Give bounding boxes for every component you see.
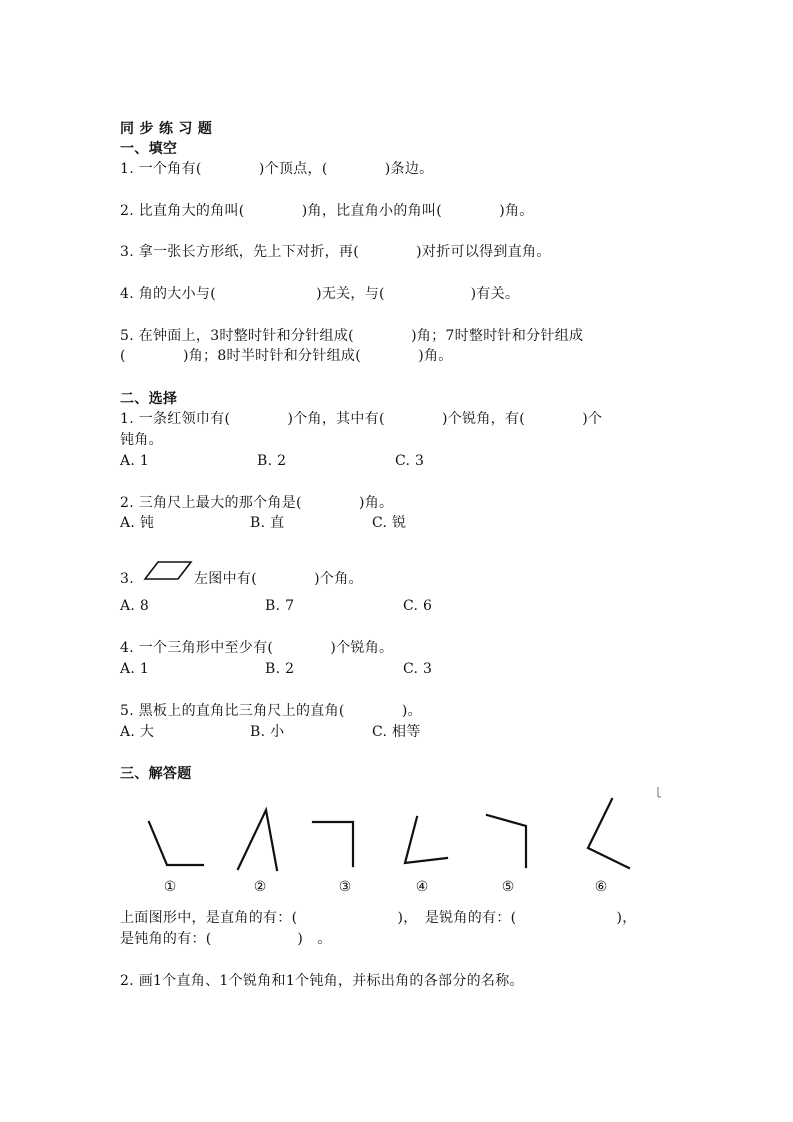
- question-3-1-line1: 上面图形中，是直角的有：( )， 是锐角的有：( )，: [120, 910, 637, 926]
- section-heading-fill-blank: 一、填空: [120, 141, 178, 157]
- question-1-2: 2. 比直角大的角叫( )角，比直角小的角叫( )角。: [120, 203, 534, 219]
- question-2-3-number: 3.: [120, 571, 134, 587]
- figure-label-3: ③: [338, 879, 352, 895]
- question-2-1-line2: 钝角。: [120, 432, 163, 448]
- option-2-2-c: C. 锐: [372, 515, 407, 531]
- question-1-5-line1: 5. 在钟面上，3时整时针和分针组成( )角；7时整时针和分针组成: [120, 328, 584, 344]
- figure-label-4: ④: [415, 879, 429, 895]
- question-3-2: 2. 画1个直角、1个锐角和1个钝角，并标出角的各部分的名称。: [120, 973, 524, 989]
- parallelogram-shape: [145, 562, 191, 579]
- option-2-3-c: C. 6: [403, 598, 433, 614]
- option-2-5-b: B. 小: [250, 724, 285, 740]
- figure-label-2: ②: [253, 879, 267, 895]
- option-2-3-b: B. 7: [265, 598, 295, 614]
- figure-label-1: ①: [163, 879, 177, 895]
- question-1-5-line2: ( )角；8时半时针和分针组成( )角。: [120, 348, 453, 364]
- option-2-2-a: A. 钝: [120, 515, 155, 531]
- question-1-3: 3. 拿一张长方形纸，先上下对折，再( )对折可以得到直角。: [120, 244, 551, 260]
- question-1-4: 4. 角的大小与( )无关，与( )有关。: [120, 286, 520, 302]
- angle-figure-5: [487, 815, 526, 867]
- angle-figure-3: [313, 822, 353, 866]
- angle-figure-4: [405, 817, 447, 863]
- angle-figure-1: [149, 822, 203, 865]
- figure-label-5: ⑤: [501, 879, 515, 895]
- question-3-1-line2: 是钝角的有：( ) 。: [120, 931, 332, 947]
- angle-figure-2: [238, 810, 277, 870]
- section-heading-choice: 二、选择: [120, 391, 178, 407]
- option-2-5-c: C. 相等: [372, 724, 421, 740]
- option-2-3-a: A. 8: [120, 598, 150, 614]
- figure-label-6: ⑥: [594, 879, 608, 895]
- option-2-2-b: B. 直: [250, 515, 285, 531]
- question-2-3-text: 左图中有( )个角。: [194, 571, 363, 587]
- question-2-2: 2. 三角尺上最大的那个角是( )角。: [120, 495, 394, 511]
- question-2-1-line1: 1. 一条红领巾有( )个角，其中有( )个锐角，有( )个: [120, 411, 603, 427]
- option-2-5-a: A. 大: [120, 724, 155, 740]
- option-2-1-a: A. 1: [120, 453, 150, 469]
- section-heading-answer: 三、解答题: [120, 766, 192, 782]
- option-2-1-c: C. 3: [395, 453, 425, 469]
- question-1-1: 1. 一个角有( )个顶点，( )条边。: [120, 161, 434, 177]
- page-title: 同 步 练 习 题: [120, 121, 213, 137]
- question-2-5: 5. 黑板上的直角比三角尺上的直角( )。: [120, 703, 422, 719]
- option-2-1-b: B. 2: [257, 453, 287, 469]
- angle-figure-6: [588, 799, 629, 868]
- option-2-4-c: C. 3: [403, 661, 433, 677]
- option-2-4-b: B. 2: [265, 661, 295, 677]
- question-2-4: 4. 一个三角形中至少有( )个锐角。: [120, 640, 394, 656]
- option-2-4-a: A. 1: [120, 661, 150, 677]
